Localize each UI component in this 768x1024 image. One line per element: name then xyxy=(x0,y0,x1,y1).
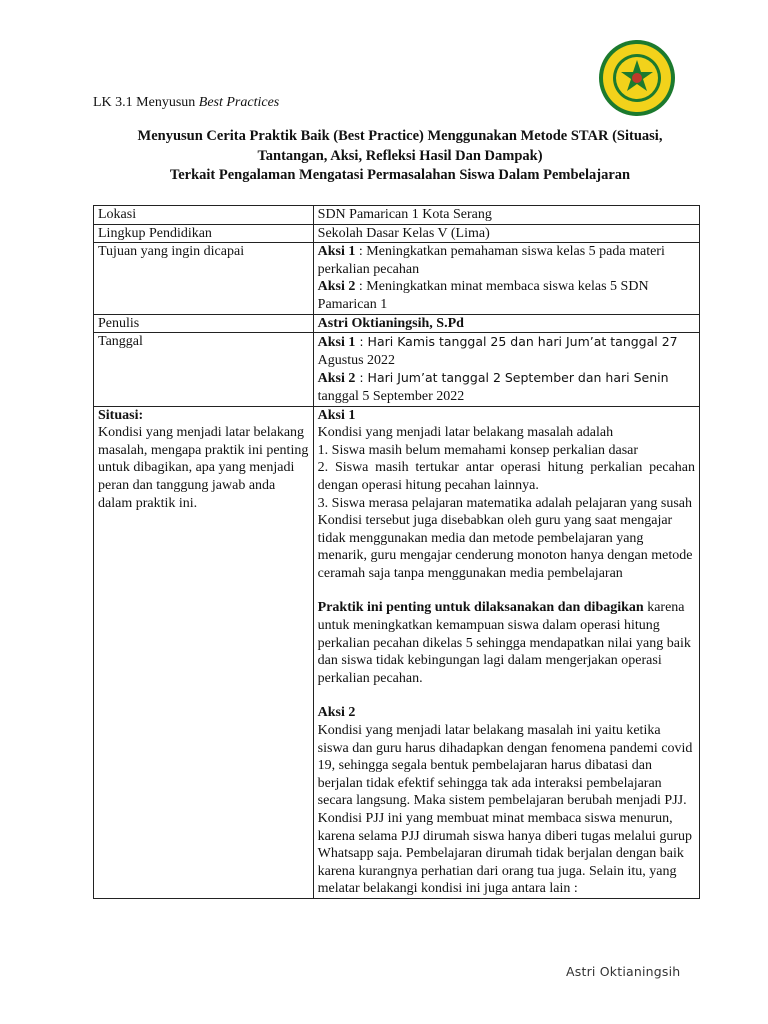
lingkup-label: Lingkup Pendidikan xyxy=(94,224,314,243)
tujuan-aksi-2: Aksi 2 : Meningkatkan minat membaca siswa kelas 5 SDN Pamarican 1 xyxy=(317,279,649,312)
title-line-2: Tantangan, Aksi, Refleksi Hasil Dan Dampak) xyxy=(257,147,543,164)
university-seal-icon xyxy=(597,38,677,118)
tanggal-aksi-1: Aksi 1 : Hari Kamis tanggal 25 dan hari Jum’at tanggal 27 Agustus 2022 xyxy=(317,334,678,368)
situasi-content xyxy=(313,406,699,898)
title-line-1: Menyusun Cerita Praktik Baik (Best Practice) Menggunakan Metode STAR (Situasi, xyxy=(137,128,663,144)
worksheet-label: LK 3.1 Menyusun Best Practices xyxy=(93,95,280,110)
aksi-1-item-2: 2. Siswa masih tertukar antar operasi hitung perkalian pecahan dengan operasi hitung pecahan lainnya. xyxy=(317,460,695,493)
aksi-2-heading: Aksi 2 xyxy=(317,705,356,721)
tanggal-value xyxy=(313,333,699,406)
aksi-1-item-1: 1. Siswa masih belum memahami konsep perkalian dasar xyxy=(317,442,639,458)
lokasi-label: Lokasi xyxy=(94,206,314,225)
tanggal-label: Tanggal xyxy=(94,333,314,406)
row-situasi xyxy=(94,406,700,898)
row-lingkup xyxy=(94,224,700,243)
aksi-1-intro: Kondisi yang menjadi latar belakang masalah adalah xyxy=(317,425,614,441)
lokasi-value: SDN Pamarican 1 Kota Serang xyxy=(313,206,699,225)
situasi-description: Kondisi yang menjadi latar belakang masalah, mengapa praktik ini penting untuk dibagikan, apa yang menjadi peran dan tanggung jawab anda dalam praktik ini. xyxy=(98,425,309,511)
row-tanggal xyxy=(94,333,700,406)
aksi-1-importance: Praktik ini penting untuk dilaksanakan dan dibagikan karena untuk meningkatkan kemampuan siswa dalam operasi hitung perkalian pecahan dikelas 5 sehingga mendapatkan nilai yang baik dan siswa tidak kebingungan lagi dalam mengerjakan operasi perkalian pecahan. xyxy=(317,600,691,686)
tujuan-label: Tujuan yang ingin dicapai xyxy=(94,243,314,314)
aksi-1-heading: Aksi 1 xyxy=(317,407,356,423)
situasi-label-cell xyxy=(94,406,314,898)
lingkup-value: Sekolah Dasar Kelas V (Lima) xyxy=(313,224,699,243)
row-tujuan xyxy=(94,243,700,314)
footer-author: Astri Oktianingsih xyxy=(566,964,681,979)
tujuan-value xyxy=(313,243,699,314)
tujuan-aksi-1: Aksi 1 : Meningkatkan pemahaman siswa kelas 5 pada materi perkalian pecahan xyxy=(317,244,665,277)
aksi-2-text: Kondisi yang menjadi latar belakang masalah ini yaitu ketika siswa dan guru harus dihadapkan dengan fenomena pandemi covid 19, sehingga segala bentuk pembelajaran harus dibatasi dan berjalan tidak efektif sehingga tak ada interaksi pembelajaran secara langsung. Maka sistem pembelajaran berubah menjadi PJJ. Kondisi PJJ ini yang membuat minat membaca siswa menurun, karena selama PJJ dirumah siswa hanya diberi tugas melalui gurup Whatsapp saja. Pembelajaran dirumah tidak berjalan dengan baik karena kurangnya perhatian dari orang tua juga. Selain itu, yang melatar belakangi kondisi ini juga antara lain : xyxy=(317,723,693,897)
aksi-1-item-3: 3. Siswa merasa pelajaran matematika adalah pelajaran yang susah xyxy=(317,495,692,511)
best-practice-table xyxy=(93,205,700,899)
title-line-3: Terkait Pengalaman Mengatasi Permasalahan Siswa Dalam Pembelajaran xyxy=(169,167,631,183)
row-penulis xyxy=(94,314,700,333)
tanggal-aksi-2: Aksi 2 : Hari Jum’at tanggal 2 September dan hari Senin tanggal 5 September 2022 xyxy=(317,370,669,404)
aksi-1-cause: Kondisi tersebut juga disebabkan oleh guru yang saat mengajar tidak menggunakan media dan metode pembelajaran yang menarik, guru mengajar cenderung monoton hanya dengan metode ceramah saja tanpa menggunakan media pembelajaran xyxy=(317,513,693,581)
document-title xyxy=(60,127,740,186)
situasi-heading: Situasi: xyxy=(98,407,144,423)
penulis-label: Penulis xyxy=(94,314,314,333)
row-lokasi xyxy=(94,206,700,225)
penulis-value: Astri Oktianingsih, S.Pd xyxy=(313,314,699,333)
